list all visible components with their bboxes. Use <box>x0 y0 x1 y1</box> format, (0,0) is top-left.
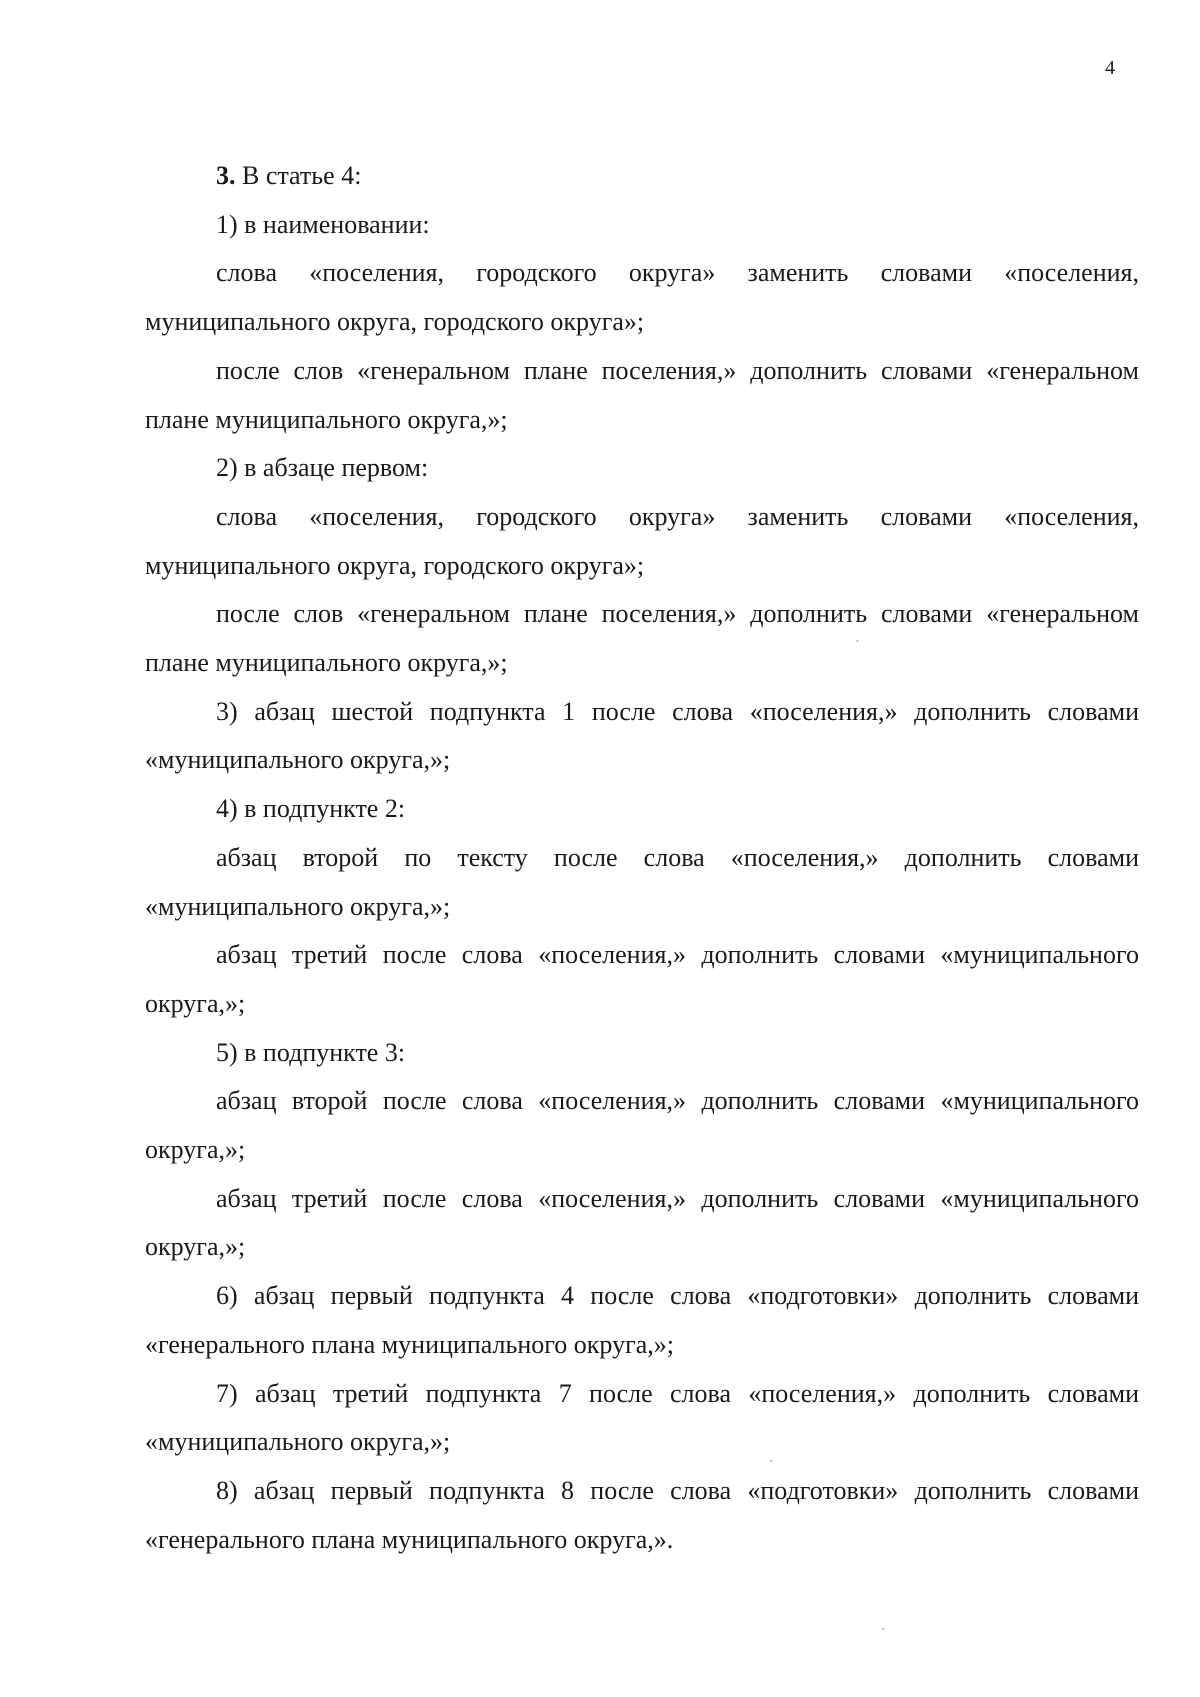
paragraph: 5) в подпункте 3: <box>216 1037 406 1067</box>
paragraph: 8) абзац первый подпункта 8 после слова «подготовки» дополнить словами «генерального плана муниципального округа,». <box>145 1475 1139 1554</box>
paragraph: 6) абзац первый подпункта 4 после слова «подготовки» дополнить словами «генерального плана муниципального округа,»; <box>145 1281 1139 1359</box>
paragraph: 7) абзац третий подпункта 7 после слова «поселения,» дополнить словами «муниципального округа,»; <box>145 1378 1139 1457</box>
paragraph: 2) в абзаце первом: <box>216 453 429 483</box>
section-number: 3. <box>216 161 236 190</box>
paragraph: слова «поселения, городского округа» заменить словами «поселения, муниципального округа, городского округа»; <box>145 258 1139 337</box>
scan-speck <box>856 640 859 642</box>
paragraph: абзац второй по тексту после слова «поселения,» дополнить словами «муниципального округа,»; <box>145 842 1139 921</box>
section-heading-text: В статье 4: <box>242 161 362 190</box>
section-heading <box>145 152 1139 201</box>
paragraph: абзац третий после слова «поселения,» дополнить словами «муниципального округа,»; <box>145 1183 1139 1262</box>
page-number: 4 <box>1105 57 1115 79</box>
paragraph: слова «поселения, городского округа» заменить словами «поселения, муниципального округа, городского округа»; <box>145 501 1139 580</box>
paragraph: после слов «генеральном плане поселения,» дополнить словами «генеральном плане муниципального округа,»; <box>145 355 1139 434</box>
paragraph: 3) абзац шестой подпункта 1 после слова «поселения,» дополнить словами «муниципального округа,»; <box>145 696 1139 775</box>
paragraph: абзац третий после слова «поселения,» дополнить словами «муниципального округа,»; <box>145 940 1139 1018</box>
scan-speck <box>882 1628 885 1630</box>
paragraph: 1) в наименовании: <box>216 209 430 239</box>
paragraph: после слов «генеральном плане поселения,» дополнить словами «генеральном плане муниципального округа,»; <box>145 599 1139 678</box>
paragraph: абзац второй после слова «поселения,» дополнить словами «муниципального округа,»; <box>145 1086 1139 1165</box>
document-body <box>145 152 1139 1564</box>
scan-speck <box>770 1460 773 1462</box>
paragraph: 4) в подпункте 2: <box>216 794 406 824</box>
